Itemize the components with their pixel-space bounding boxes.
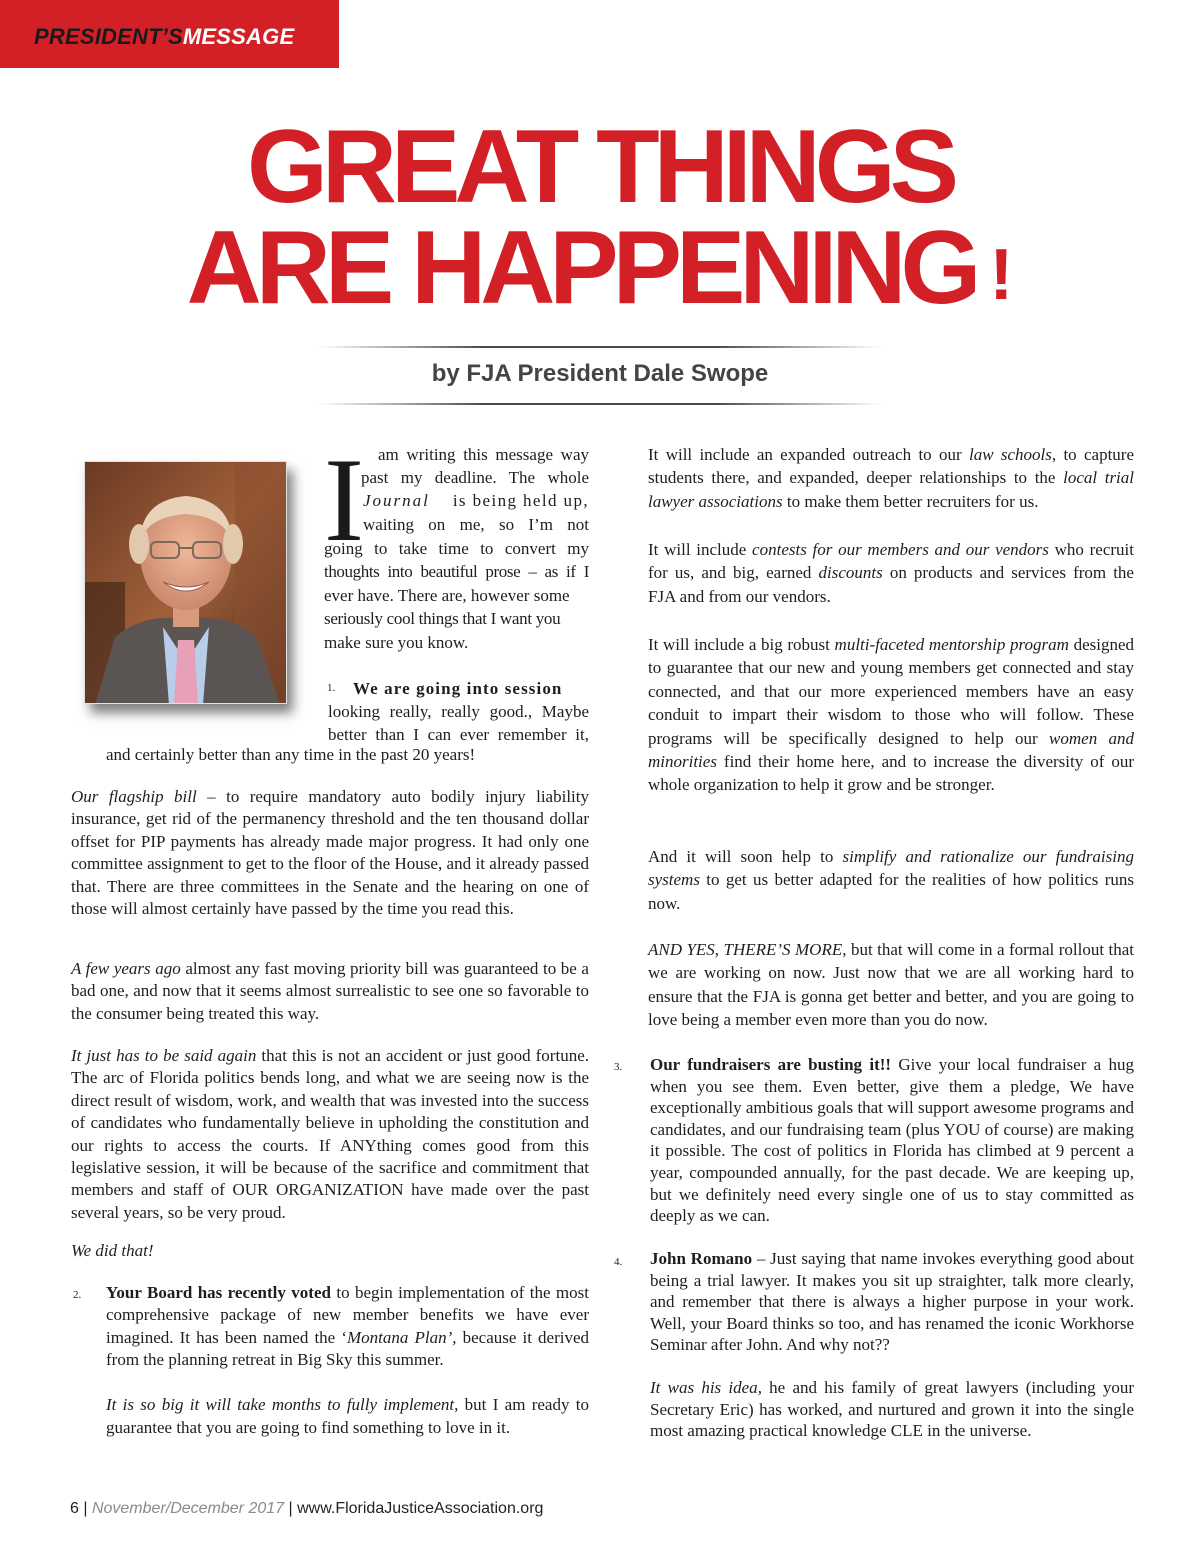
divider-top (318, 346, 882, 348)
right-paragraph-5 (648, 938, 1134, 1032)
paragraph-lead: We did that! (71, 1241, 154, 1260)
paragraph-text: find their home here, and to increase the diversity of our whole organization to help it grow and be stronger. (648, 752, 1134, 795)
emphasis: AND YES, THERE’S MORE (648, 940, 843, 959)
page-number: 6 (70, 1500, 79, 1517)
paragraph-text: but I am ready to guarantee that you are going to find something to love in it. (106, 1395, 589, 1438)
headline-line2 (0, 210, 1200, 326)
paragraph-text: on products and services from the FJA and from our vendors. (648, 563, 1134, 606)
paragraph-text: It will include a big robust (648, 635, 835, 654)
intro-line: ever have. There are, however some (324, 586, 570, 605)
list-number: 1. (327, 682, 336, 694)
paragraph-text: , to capture students there, and expanded, deeper relationships to the (648, 445, 1134, 488)
byline: by FJA President Dale Swope (431, 360, 769, 387)
item1-line: looking really, really good., Maybe (328, 702, 589, 721)
emphasis: contests for our members and our vendors (752, 540, 1049, 559)
item3-heading: Our fundraisers are busting it!! (650, 1055, 892, 1074)
item4-paragraph (650, 1248, 1134, 1356)
paragraph-text: because it derived from the planning retreat in Big Sky this summer. (106, 1327, 590, 1370)
intro-line: waiting on me, so I’m not (363, 515, 589, 534)
item1-heading: We are going into session (353, 679, 563, 698)
intro-text: is being held up, (452, 491, 589, 510)
right-paragraph-2 (648, 538, 1134, 608)
emphasis: law schools (968, 445, 1052, 464)
paragraph-text: to begin implementation of the most comprehensive package of new member benefits we have ever imagined. It has been named the ‘ (106, 1283, 589, 1347)
paragraph-we-did (71, 1239, 589, 1262)
paragraph-lead: It just has to be said again (71, 1046, 257, 1065)
emphasis: local trial lawyer associations (648, 468, 1135, 511)
paragraph-text: It will include (648, 540, 753, 559)
intro-line: past my deadline. The whole (361, 468, 589, 487)
paragraph-text: Give your local fundraiser a hug when you see them. Even better, give them a pledge, We have exceptionally ambitious goals that will support awesome programs and candidates, and our fundraising team (plus YOU of course) are making it possible. The cost of politics in Florida has climbed at 9 percent a year, compounded annually, for the past decade. We are keeping up, but we definitely need every single one of us to stay committed as deeply as we can. (650, 1055, 1135, 1226)
issue-date: November/December 2017 (91, 1500, 285, 1517)
intro-line: make sure you know. (324, 633, 469, 652)
item3-paragraph (650, 1054, 1134, 1227)
footer-separator: | (284, 1500, 298, 1517)
intro-line: am writing this message way (378, 445, 589, 464)
paragraph-text: It will include an expanded outreach to our (648, 445, 969, 464)
divider-bottom (318, 403, 882, 405)
intro-line: seriously cool things that I want you (324, 609, 561, 628)
portrait-image (85, 462, 287, 704)
drop-cap: I (324, 433, 364, 566)
page-footer (70, 1500, 543, 1518)
right-paragraph-1 (648, 443, 1134, 513)
right-paragraph-4 (648, 845, 1134, 915)
paragraph-flagship (71, 786, 589, 920)
journal-title: Journal (363, 491, 430, 510)
item2-paragraph (106, 1282, 589, 1372)
paragraph-text: that this is not an accident or just good fortune. The arc of Florida politics bends long, and what we are seeing now is the direct result of wisdom, work, and wealth that was invested into the success of candidates who fundamentally believe in upholding the constitution and our rights to access the courts. If ANYthing comes good from this legislative session, it will be because of the sacrifice and commitment that members and staff of OUR ORGANIZATION have made over the past several years, so be very proud. (71, 1046, 589, 1222)
item1-line: and certainly better than any time in the past 20 years! (106, 745, 476, 764)
list-number: 2. (73, 1289, 82, 1301)
paragraph-text: , he and his family of great lawyers (including your Secretary Eric) has worked, and nurtured and grown it into the single most amazing practical knowledge CLE in the universe. (650, 1378, 1134, 1441)
list-number: 4. (614, 1256, 623, 1268)
website-link[interactable]: www.FloridaJusticeAssociation.org (297, 1500, 544, 1517)
item2-heading: Your Board has recently voted (106, 1283, 331, 1302)
paragraph-text: almost any fast moving priority bill was guaranteed to be a bad one, and now that it seems almost surrealistic to see one so favorable to the consumer being treated this way. (71, 959, 589, 1023)
section-tag-part1: PRESIDENT’S (34, 24, 183, 49)
paragraph-said-again (71, 1045, 589, 1224)
list-number: 3. (614, 1061, 623, 1073)
headline-line2-text: ARE HAPPENING (186, 210, 976, 326)
intro-line: thoughts into beautiful prose – as if I (324, 562, 589, 581)
paragraph-text: who recruit for us, and big, earned (648, 540, 1135, 583)
headline-line1: GREAT THINGS (246, 109, 954, 225)
section-tag-part2: MESSAGE (182, 24, 295, 49)
emphasis: women and minorities (648, 728, 1134, 772)
paragraph-text: to make them better recruiters for us. (782, 491, 1039, 511)
item2-paragraph-2 (106, 1393, 589, 1440)
author-photo (84, 461, 287, 704)
headline-exclamation: ! (989, 235, 1014, 315)
paragraph-text: – to require mandatory auto bodily injury liability insurance, get rid of the permanency threshold and the ten thousand dollar offset for PIP payments has already made major progress. It had only one committee assignment to get to the floor of the House, and it already passed that. There are three committees in the Senate and the hearing on one of those will almost certainly have passed by the time you read this. (71, 787, 589, 919)
paragraph-text: designed to guarantee that our new and young members get connected and stay connected, and that our more experienced members have an easy conduit to impart their wisdom to those who will follow. These programs will be specifically designed to help our (648, 635, 1135, 748)
paragraph-lead: A few years ago (71, 959, 181, 978)
paragraph-text: – Just saying that name invokes everything good about being a trial lawyer. It makes you sit up straighter, talk more clearly, and remember that there is always a higher purpose in your work. Well, your Board thinks so too, and has renamed the iconic Workhorse Seminar after John. And why not?? (650, 1249, 1134, 1355)
paragraph-text: And it will soon help to (648, 847, 843, 866)
paragraph-lead: It was his idea (650, 1378, 758, 1397)
montana-plan: Montana Plan’, (346, 1327, 457, 1347)
emphasis: multi-faceted mentorship program (834, 635, 1069, 654)
intro-line (363, 489, 589, 512)
paragraph-lead: It is so big it will take months to fully implement, (106, 1395, 459, 1414)
paragraph-lead: Our flagship bill (71, 787, 197, 806)
emphasis: discounts (818, 563, 883, 583)
item4-heading: John Romano (650, 1249, 753, 1268)
footer-separator: | (78, 1500, 92, 1517)
emphasis: simplify and rationalize our fundraising systems (648, 847, 1134, 890)
paragraph-few-years (71, 958, 589, 1025)
item4-paragraph-2 (650, 1377, 1134, 1442)
right-paragraph-3 (648, 633, 1134, 797)
paragraph-text: , but that will come in a formal rollout that we are working on now. Just now that we are all working hard to ensure that the FJA is gonna get better and better, and you are going to love being a member even more than you do now. (648, 940, 1135, 1030)
intro-line: going to take time to convert my (324, 539, 589, 558)
section-tag-label (34, 24, 294, 50)
paragraph-text: to get us better adapted for the realities of how politics runs now. (648, 870, 1134, 913)
item1-line: better than I can ever remember it, (328, 725, 589, 744)
